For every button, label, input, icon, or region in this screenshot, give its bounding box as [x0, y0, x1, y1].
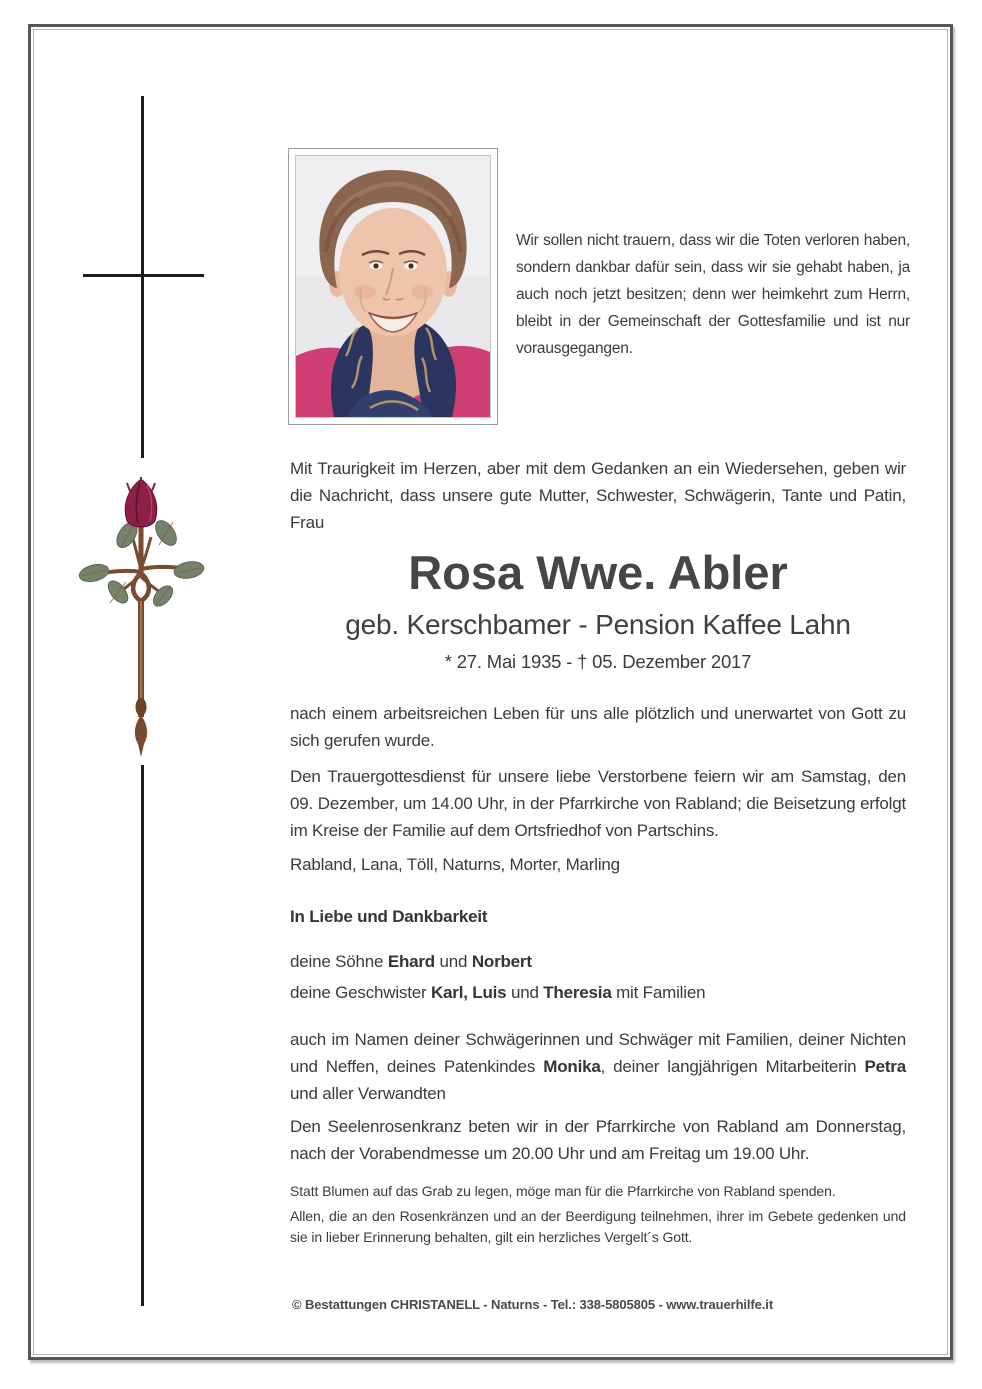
quote-text: Wir sollen nicht trauern, dass wir die Toten verloren haben, sondern dankbar dafür sein, dass wir sie gehabt haben, ja auch noch jetzt besitzen; denn wer heimkehrt zum Herrn, bleibt in der Gemeinschaft der Gottesfamilie und ist nur vorausgegangen. — [516, 232, 910, 357]
deceased-name: Rosa Wwe. Abler — [408, 546, 788, 599]
extended-family-text — [290, 1026, 906, 1107]
siblings-line — [290, 979, 906, 1006]
text-segment: auch im Namen deiner Schwägerinnen und Schwäger mit Familien, deiner Nichten und Neffen, deines Patenkindes — [290, 1030, 906, 1076]
text-segment: und — [506, 983, 544, 1002]
funeral-home-credit: © Bestattungen CHRISTANELL - Naturns - Tel.: 338-5805805 - www.trauerhilfe.it — [292, 1297, 774, 1312]
funeral-details-text: Den Trauergottesdienst für unsere liebe Verstorbene feiern wir am Samstag, den 09. Dezember, um 14.00 Uhr, in der Pfarrkirche von Rabland; die Beisetzung erfolgt im Kreise der Familie auf dem Ortsfriedhof von Partschins. — [290, 767, 906, 840]
donation-note: Statt Blumen auf das Grab zu legen, möge man für die Pfarrkirche von Rabland spenden. — [290, 1183, 836, 1199]
mourning-places-text: Rabland, Lana, Töll, Naturns, Morter, Marling — [290, 855, 620, 874]
sons-line — [290, 948, 906, 975]
text-segment: Karl, Luis — [430, 983, 507, 1002]
text-segment: und aller Verwandten — [290, 1084, 446, 1103]
text-segment: Monika — [543, 1057, 601, 1076]
text-segment: Ehard — [387, 952, 435, 971]
text-segment: deine Geschwister — [290, 983, 431, 1002]
text-segment: Petra — [864, 1057, 906, 1076]
memorial-card — [28, 24, 953, 1360]
thanks-note: Allen, die an den Rosenkränzen und an der Beerdigung teilnehmen, ihrer im Gebete gedenken und sie in lieber Erinnerung behalten, gilt ein herzliches Vergelt´s Gott. — [290, 1208, 906, 1245]
maiden-name-line: geb. Kerschbamer - Pension Kaffee Lahn — [345, 609, 851, 640]
portrait-illustration — [296, 156, 490, 417]
life-dates-line: * 27. Mai 1935 - † 05. Dezember 2017 — [444, 651, 752, 672]
text-segment: mit Familien — [611, 983, 706, 1002]
intro-text: Mit Traurigkeit im Herzen, aber mit dem Gedanken an ein Wiedersehen, geben wir die Nachricht, dass unsere gute Mutter, Schwester, Schwägerin, Tante und Patin, Frau — [290, 459, 906, 532]
cross-icon — [83, 274, 204, 277]
passing-text: nach einem arbeitsreichen Leben für uns alle plötzlich und unerwartet von Gott zu sich gerufen wurde. — [290, 704, 906, 750]
rosary-text: Den Seelenrosenkranz beten wir in der Pfarrkirche von Rabland am Donnerstag, nach der Vorabendmesse um 20.00 Uhr und am Freitag um 19.00 Uhr. — [290, 1117, 906, 1163]
text-segment: Norbert — [471, 952, 532, 971]
text-segment: Theresia — [543, 983, 612, 1002]
text-segment: und — [435, 952, 472, 971]
cross-icon — [141, 96, 144, 458]
text-segment: deine Söhne — [290, 952, 388, 971]
text-segment: , deiner langjährigen Mitarbeiterin — [600, 1057, 865, 1076]
rose-icon — [78, 477, 208, 759]
portrait-photo — [295, 155, 491, 418]
closing-line: In Liebe und Dankbarkeit — [290, 907, 488, 926]
cross-icon — [141, 765, 144, 1306]
portrait-frame — [288, 148, 498, 425]
